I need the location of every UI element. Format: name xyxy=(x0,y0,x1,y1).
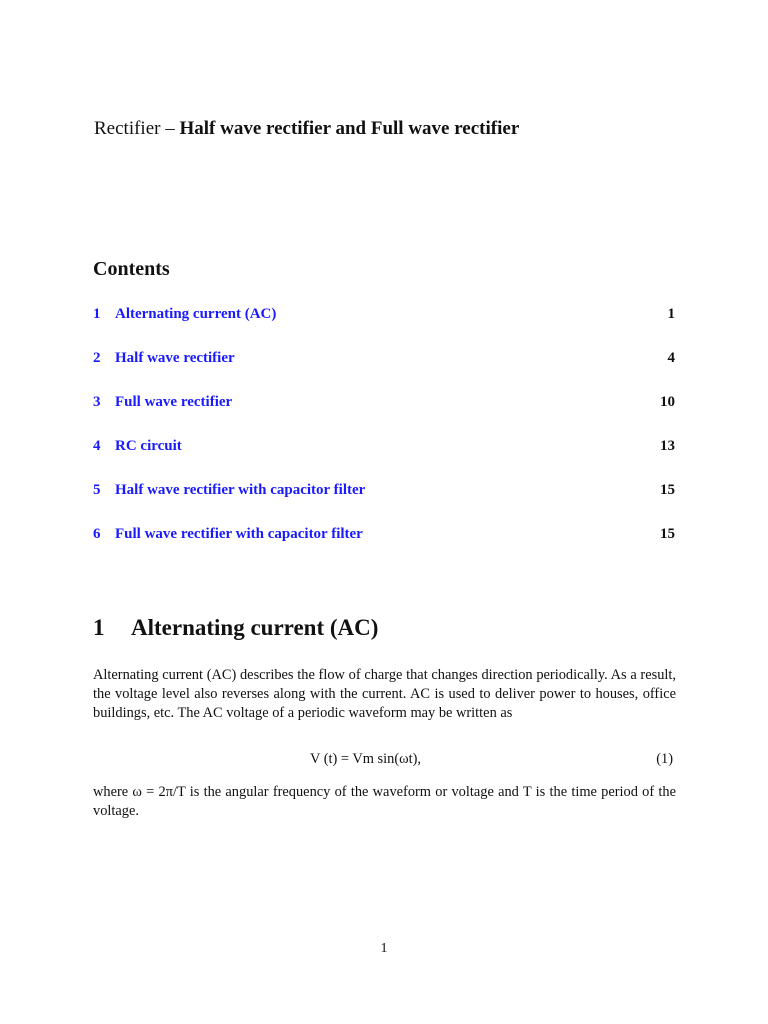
toc-entry-number: 6 xyxy=(93,526,101,542)
document-title-main: Half wave rectifier and Full wave rectifier xyxy=(179,118,520,139)
toc-entry-rc-circuit[interactable] xyxy=(93,438,675,482)
body-paragraph: where ω = 2π/T is the angular frequency of the waveform or voltage and T is the time period of the voltage. xyxy=(93,784,676,819)
toc-entry-link[interactable]: Half wave rectifier with capacitor filter xyxy=(115,482,366,498)
toc-entry-half-wave-capacitor-filter[interactable] xyxy=(93,482,675,526)
toc-entry-page: 13 xyxy=(660,438,675,454)
toc-entry-full-wave-capacitor-filter[interactable] xyxy=(93,526,675,570)
table-of-contents xyxy=(93,306,675,570)
toc-entry-number: 2 xyxy=(93,350,101,366)
toc-entry-half-wave-rectifier[interactable] xyxy=(93,350,675,394)
page-number: 1 xyxy=(380,941,388,956)
toc-entry-page: 1 xyxy=(667,306,675,322)
section-heading xyxy=(93,615,378,641)
toc-entry-page: 15 xyxy=(660,526,675,542)
contents-heading: Contents xyxy=(93,258,170,280)
toc-entry-page: 4 xyxy=(667,350,675,366)
toc-entry-page: 10 xyxy=(660,394,675,410)
toc-entry-full-wave-rectifier[interactable] xyxy=(93,394,675,438)
toc-entry-number: 1 xyxy=(93,306,101,322)
document-title xyxy=(94,118,694,140)
toc-entry-link[interactable]: Alternating current (AC) xyxy=(115,306,277,322)
toc-entry-link[interactable]: RC circuit xyxy=(115,438,182,454)
document-title-prefix: Rectifier – xyxy=(94,118,180,139)
equation xyxy=(93,751,676,771)
toc-entry-link[interactable]: Half wave rectifier xyxy=(115,350,235,366)
toc-entry-number: 4 xyxy=(93,438,101,454)
toc-entry-alternating-current[interactable] xyxy=(93,306,675,350)
toc-entry-page: 15 xyxy=(660,482,675,498)
body-paragraph: Alternating current (AC) describes the flow of charge that changes direction periodically. As a result, the voltage level also reverses along with the current. AC is used to deliver power to houses, office buildings, etc. The AC voltage of a periodic waveform may be written as xyxy=(93,667,676,721)
toc-entry-link[interactable]: Full wave rectifier xyxy=(115,394,233,410)
toc-entry-number: 3 xyxy=(93,394,101,410)
toc-entry-link[interactable]: Full wave rectifier with capacitor filter xyxy=(115,526,363,542)
section-number: 1 xyxy=(93,615,105,640)
equation-expression: V (t) = Vm sin(ωt), xyxy=(310,751,421,767)
toc-entry-number: 5 xyxy=(93,482,101,498)
equation-number: (1) xyxy=(656,751,673,767)
section-title: Alternating current (AC) xyxy=(131,615,379,640)
